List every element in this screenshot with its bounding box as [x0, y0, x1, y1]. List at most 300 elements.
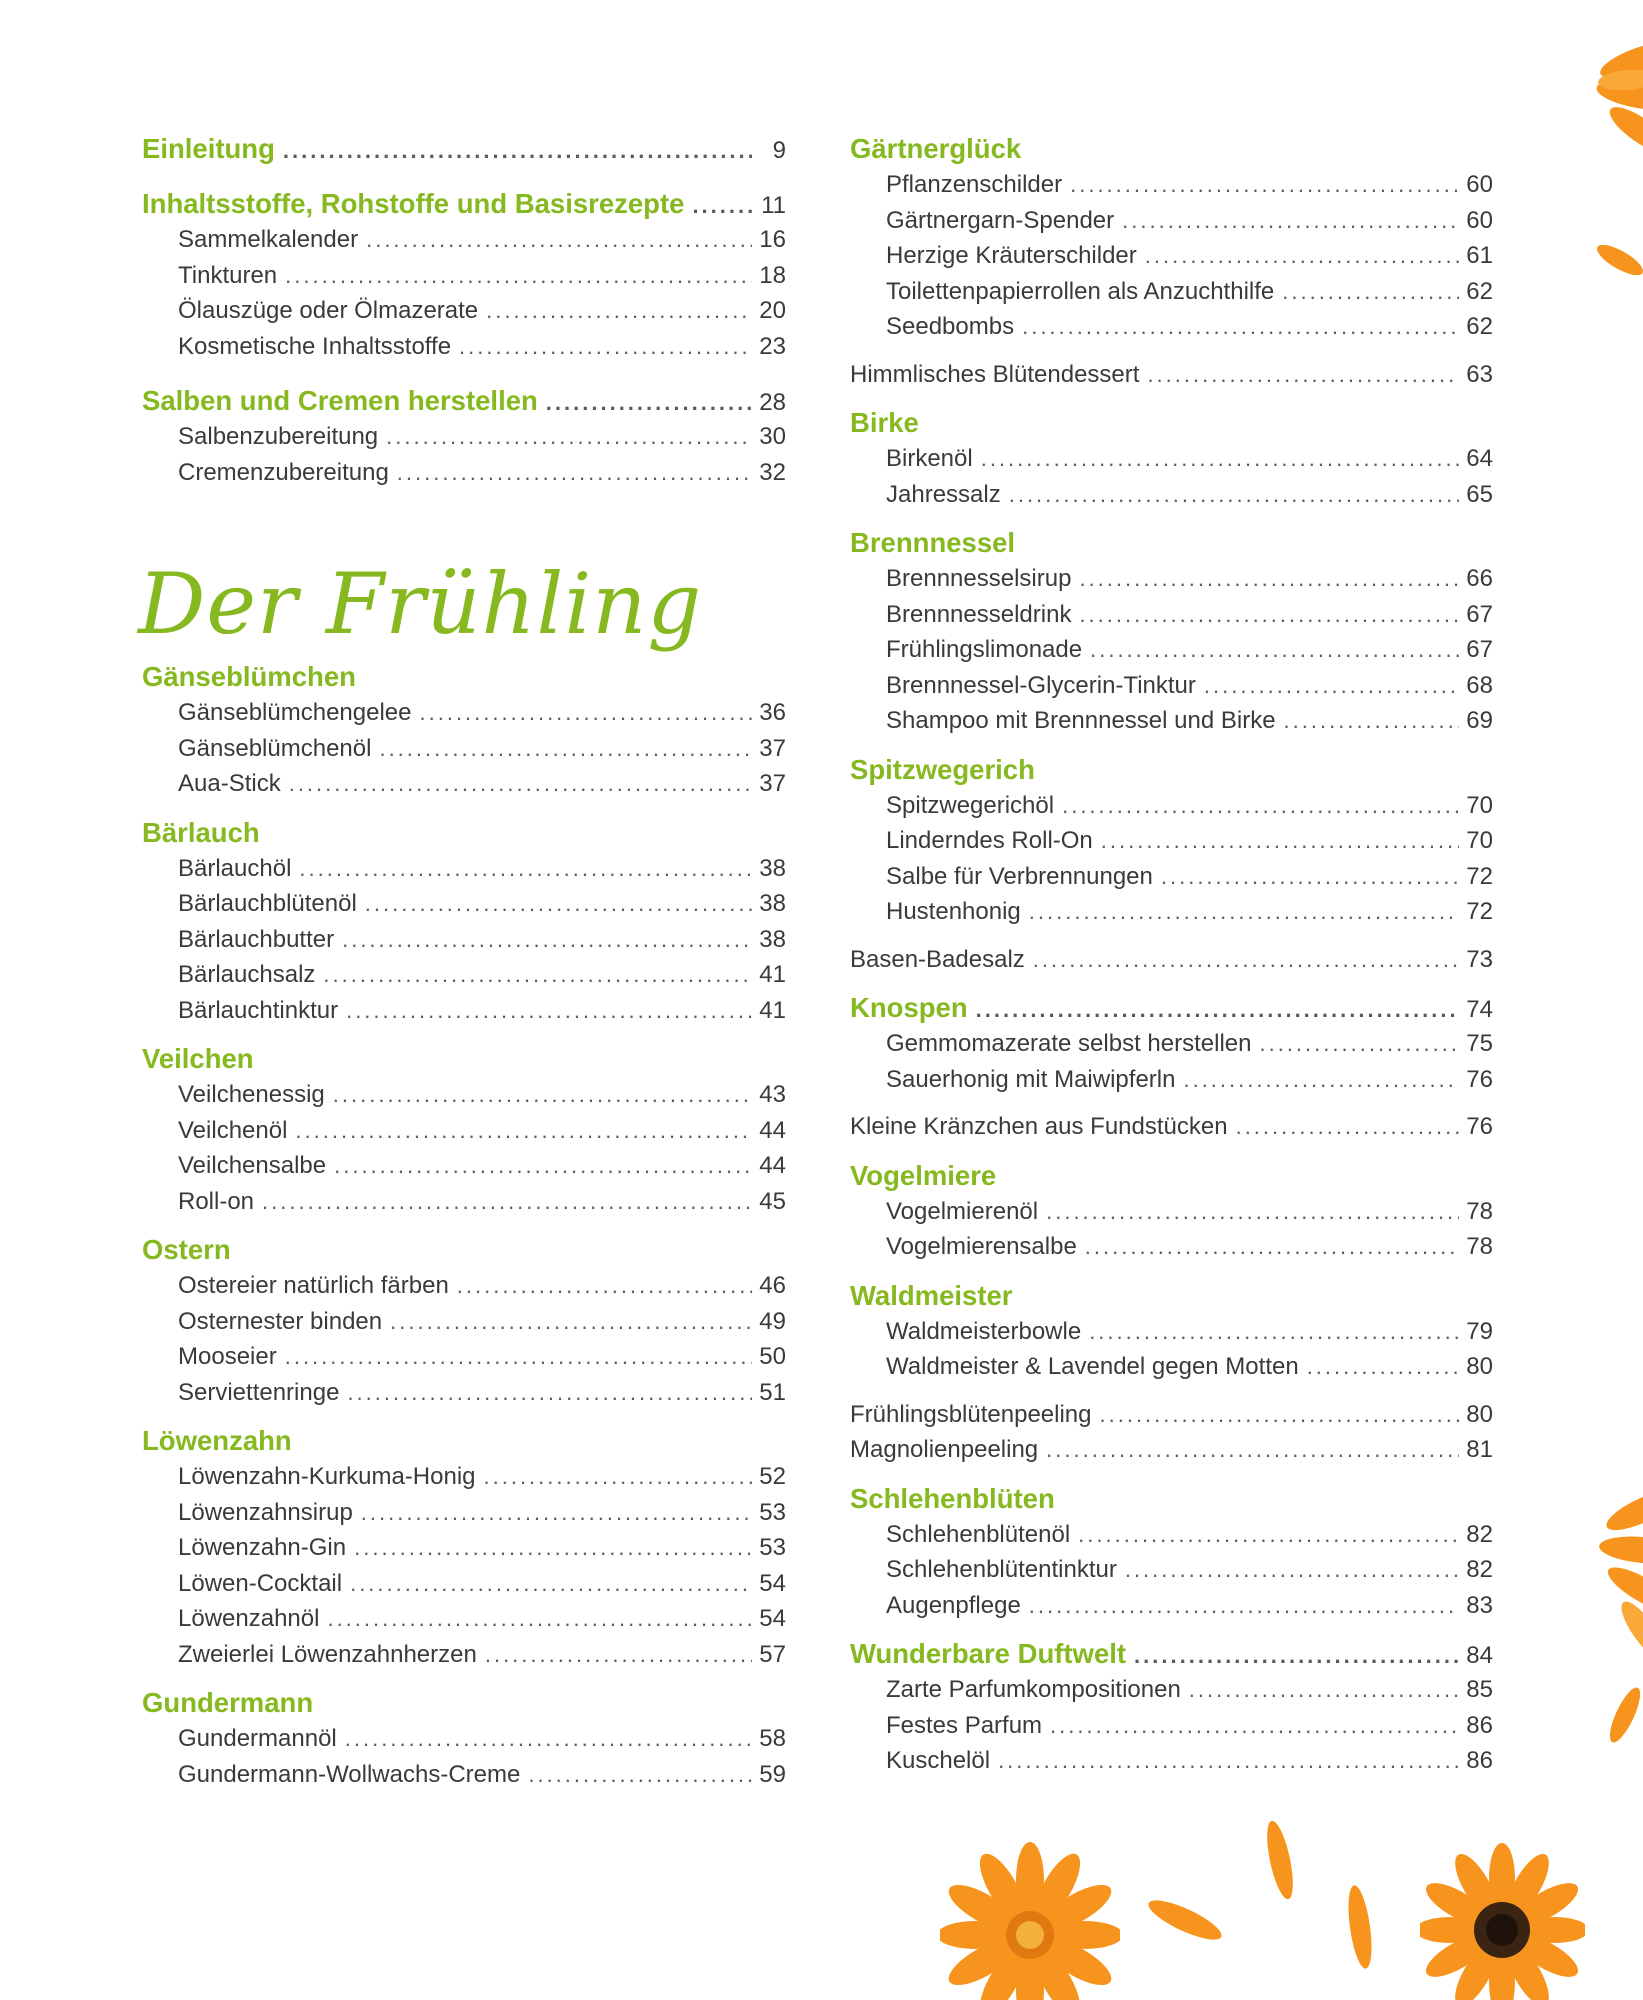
dot-leader — [1204, 668, 1459, 704]
spacer — [850, 930, 1493, 942]
toc-entry-linderndes-roll-on[interactable] — [850, 823, 1493, 859]
dot-leader — [1101, 823, 1459, 859]
dot-leader — [1090, 632, 1459, 668]
toc-entry-ostereier-natuerlich-faerben[interactable] — [142, 1268, 786, 1304]
toc-page-number: 53 — [759, 1498, 786, 1526]
spacer — [850, 739, 1493, 751]
toc-entry-label: Frühlingslimonade — [886, 636, 1083, 663]
spacer — [142, 1219, 786, 1231]
toc-entry-aua-stick[interactable] — [142, 766, 786, 802]
toc-entry-label: Bärlauchbutter — [178, 925, 335, 953]
toc-section-inhaltsstoffe-rohstoffe-und-basisrezepte[interactable] — [142, 185, 786, 222]
dot-leader — [289, 766, 752, 802]
toc-entry-gaertnergarn-spender[interactable] — [850, 203, 1493, 239]
toc-entry-label: Veilchenessig — [178, 1081, 325, 1108]
spacer — [142, 1672, 786, 1684]
toc-entry-label: Kleine Kränzchen aus Fundstücken — [850, 1113, 1228, 1140]
toc-page-number: 51 — [759, 1378, 786, 1406]
toc-entry-label: Vogelmierenöl — [886, 1197, 1039, 1225]
toc-entry-label: Brennnessel — [850, 527, 1016, 558]
toc-page-number: 41 — [759, 996, 786, 1024]
dot-leader — [1145, 238, 1459, 274]
toc-entry-veilchenoel[interactable] — [142, 1113, 786, 1149]
toc-page-number: 11 — [761, 192, 786, 219]
toc-entry-label: Brennnesselsirup — [886, 565, 1072, 592]
toc-entry-fruehlingsbluetenpeeling[interactable] — [850, 1397, 1493, 1433]
toc-entry-gundermannoel[interactable] — [142, 1721, 786, 1757]
dot-leader — [528, 1757, 752, 1793]
toc-entry-label: Vogelmierensalbe — [886, 1233, 1077, 1260]
dot-leader — [485, 1637, 752, 1673]
toc-entry-label: Sauerhonig mit Maiwipferln — [886, 1065, 1176, 1093]
toc-entry-label: Herzige Kräuterschilder — [886, 242, 1137, 269]
toc-entry-shampoo-mit-brennnessel-und-birke[interactable] — [850, 703, 1493, 739]
dot-leader — [1022, 309, 1459, 345]
toc-entry-label: Shampoo mit Brennnessel und Birke — [886, 707, 1276, 734]
toc-entry-label: Löwenzahn-Kurkuma-Honig — [178, 1463, 476, 1490]
dot-leader — [345, 1721, 752, 1757]
toc-entry-label: Kosmetische Inhaltsstoffe — [178, 332, 452, 360]
toc-entry-baerlauchbutter[interactable] — [142, 922, 786, 958]
dot-leader — [1259, 1026, 1459, 1062]
toc-page-number: 36 — [759, 699, 786, 726]
toc-page-number: 58 — [759, 1725, 786, 1752]
toc-entry-basen-badesalz[interactable] — [850, 942, 1493, 978]
toc-entry-label: Löwenzahnsirup — [178, 1498, 353, 1526]
toc-section-knospen[interactable] — [850, 989, 1493, 1026]
toc-entry-himmlisches-bluetendessert[interactable] — [850, 357, 1493, 393]
toc-entry-label: Himmlisches Blütendessert — [850, 360, 1140, 388]
toc-entry-loewen-cocktail[interactable] — [142, 1566, 786, 1602]
toc-page-number: 86 — [1466, 1711, 1493, 1739]
toc-entry-baerlauchbluetenoel[interactable] — [142, 886, 786, 922]
toc-entry-loewenzahnoel[interactable] — [142, 1601, 786, 1637]
toc-entry-kosmetische-inhaltsstoffe[interactable] — [142, 329, 786, 365]
toc-page-number: 46 — [759, 1272, 786, 1299]
toc-section-gundermann[interactable] — [142, 1684, 786, 1721]
toc-entry-label: Salbe für Verbrennungen — [886, 862, 1153, 890]
toc-page-number: 54 — [759, 1605, 786, 1632]
dot-leader — [1079, 597, 1459, 633]
toc-entry-label: Löwen-Cocktail — [178, 1569, 343, 1597]
toc-entry-label: Einleitung — [142, 133, 275, 164]
dot-leader — [342, 922, 752, 958]
dot-leader — [295, 1113, 752, 1149]
toc-entry-label: Jahressalz — [886, 480, 1001, 508]
toc-entry-brennnessel-glycerin-tinktur[interactable] — [850, 668, 1493, 704]
dot-leader — [1070, 167, 1459, 203]
dot-leader — [1236, 1109, 1459, 1145]
spacer — [142, 802, 786, 814]
toc-entry-baerlauchsalz[interactable] — [142, 957, 786, 993]
toc-entry-loewenzahn-kurkuma-honig[interactable] — [142, 1459, 786, 1495]
toc-page-number: 18 — [759, 261, 786, 289]
toc-page-number: 60 — [1466, 171, 1493, 198]
toc-entry-herzige-kraeuterschilder[interactable] — [850, 238, 1493, 274]
toc-entry-kuscheloel[interactable] — [850, 1743, 1493, 1779]
toc-entry-schlehenbluetentinktur[interactable] — [850, 1552, 1493, 1588]
toc-entry-oelauszuege-oder-oelmazerate[interactable] — [142, 293, 786, 329]
toc-section-gaertnerglueck[interactable] — [850, 130, 1493, 167]
toc-page-number: 62 — [1466, 313, 1493, 340]
toc-section-waldmeister[interactable] — [850, 1277, 1493, 1314]
toc-entry-label: Osternester binden — [178, 1307, 383, 1335]
dot-leader — [366, 222, 752, 258]
toc-page-number: 38 — [759, 925, 786, 953]
dot-leader — [546, 384, 752, 421]
dot-leader — [365, 886, 752, 922]
toc-entry-label: Gänseblümchen — [142, 661, 356, 692]
spacer — [850, 512, 1493, 524]
toc-entry-label: Brennnesseldrink — [886, 600, 1072, 628]
dot-leader — [692, 187, 752, 224]
toc-page-number: 65 — [1466, 480, 1493, 508]
dot-leader — [1033, 942, 1459, 978]
toc-page-number: 78 — [1466, 1197, 1493, 1225]
dot-leader — [486, 293, 752, 329]
toc-section-wunderbare-duftwelt[interactable] — [850, 1635, 1493, 1672]
toc-entry-label: Spitzwegerich — [850, 753, 1035, 785]
toc-page-number: 44 — [759, 1152, 786, 1179]
dot-leader — [262, 1184, 752, 1220]
toc-page-number: 52 — [759, 1463, 786, 1490]
toc-entry-label: Veilchensalbe — [178, 1152, 327, 1179]
toc-page-number: 66 — [1466, 565, 1493, 592]
dot-leader — [1009, 477, 1459, 513]
toc-page-number: 63 — [1466, 360, 1493, 388]
toc-entry-label: Cremenzubereitung — [178, 458, 389, 486]
toc-entry-toilettenpapierrollen-als-anzuchthilfe[interactable] — [850, 274, 1493, 310]
toc-entry-sammelkalender[interactable] — [142, 222, 786, 258]
toc-page-number: 78 — [1466, 1233, 1493, 1260]
toc-page-number: 41 — [759, 961, 786, 988]
toc-page-number: 64 — [1466, 445, 1493, 472]
toc-entry-label: Festes Parfum — [886, 1711, 1043, 1739]
toc-entry-zweierlei-loewenzahnherzen[interactable] — [142, 1637, 786, 1673]
toc-page-number: 67 — [1466, 636, 1493, 663]
toc-entry-label: Ostereier natürlich färben — [178, 1272, 449, 1299]
toc-page-number: 74 — [1466, 996, 1493, 1023]
spacer — [850, 1097, 1493, 1109]
spacer — [850, 392, 1493, 404]
toc-entry-label: Roll-on — [178, 1187, 255, 1215]
toc-entry-sauerhonig-mit-maiwipferln[interactable] — [850, 1062, 1493, 1098]
toc-entry-label: Pflanzenschilder — [886, 171, 1063, 198]
toc-page-number: 83 — [1466, 1591, 1493, 1619]
toc-entry-label: Gundermann — [142, 1687, 314, 1718]
toc-page-number: 49 — [759, 1307, 786, 1335]
toc-page-number: 44 — [759, 1116, 786, 1144]
toc-entry-serviettenringe[interactable] — [142, 1375, 786, 1411]
calendula-petal-icon — [1340, 1880, 1380, 1975]
calendula-petal-icon — [1605, 1680, 1643, 1750]
dot-leader — [457, 1268, 752, 1304]
toc-section-ostern[interactable] — [142, 1231, 786, 1268]
spacer — [850, 345, 1493, 357]
spacer — [142, 1410, 786, 1422]
dot-leader — [459, 329, 752, 365]
toc-entry-fruehlingslimonade[interactable] — [850, 632, 1493, 668]
spacer — [850, 977, 1493, 989]
toc-entry-kleine-kraenzchen-aus-fundstuecken[interactable] — [850, 1109, 1493, 1145]
toc-entry-label: Gemmomazerate selbst herstellen — [886, 1030, 1252, 1057]
toc-entry-label: Frühlingsblütenpeeling — [850, 1400, 1092, 1428]
toc-entry-baerlauchoel[interactable] — [142, 851, 786, 887]
dot-leader — [327, 1601, 752, 1637]
dot-leader — [976, 991, 1459, 1028]
toc-page-number: 75 — [1466, 1030, 1493, 1057]
toc-entry-label: Inhaltsstoffe, Rohstoffe und Basisrezepte — [142, 188, 685, 219]
toc-page-number: 57 — [759, 1640, 786, 1668]
toc-entry-label: Wunderbare Duftwelt — [850, 1638, 1127, 1669]
toc-entry-label: Salbenzubereitung — [178, 423, 379, 450]
toc-section-veilchen[interactable] — [142, 1040, 786, 1077]
toc-entry-label: Löwenzahnöl — [178, 1605, 320, 1632]
dot-leader — [1122, 203, 1459, 239]
toc-page-number: 30 — [759, 423, 786, 450]
dot-leader — [347, 1375, 752, 1411]
toc-entry-label: Spitzwegerichöl — [886, 791, 1055, 819]
toc-page-number: 53 — [759, 1534, 786, 1561]
toc-page-number: 16 — [759, 226, 786, 253]
dot-leader — [1050, 1708, 1459, 1744]
toc-entry-label: Gundermannöl — [178, 1725, 337, 1752]
toc-entry-birkenoel[interactable] — [850, 441, 1493, 477]
toc-entry-label: Bärlauchsalz — [178, 961, 316, 988]
dot-leader — [1089, 1314, 1459, 1350]
toc-entry-label: Birke — [850, 407, 919, 438]
toc-entry-label: Seedbombs — [886, 313, 1015, 340]
toc-entry-brennnesselsirup[interactable] — [850, 561, 1493, 597]
toc-section-spitzwegerich[interactable] — [850, 751, 1493, 788]
calendula-petal-icon — [1590, 230, 1643, 290]
toc-page-number: 81 — [1466, 1436, 1493, 1463]
toc-entry-pflanzenschilder[interactable] — [850, 167, 1493, 203]
dot-leader — [1079, 561, 1459, 597]
toc-page-number: 76 — [1466, 1065, 1493, 1093]
dot-leader — [285, 1339, 752, 1375]
toc-section-vogelmiere[interactable] — [850, 1157, 1493, 1194]
toc-entry-label: Gärtnergarn-Spender — [886, 206, 1115, 234]
toc-entry-waldmeister-lavendel-gegen-motten[interactable] — [850, 1349, 1493, 1385]
toc-entry-label: Veilchenöl — [178, 1116, 288, 1144]
toc-entry-label: Gärtnerglück — [850, 133, 1022, 164]
toc-page-number: 61 — [1466, 242, 1493, 269]
toc-entry-gundermann-wollwachs-creme[interactable] — [142, 1757, 786, 1793]
dot-leader — [333, 1077, 752, 1113]
toc-entry-label: Vogelmiere — [850, 1159, 997, 1191]
dot-leader — [1282, 274, 1459, 310]
toc-entry-roll-on[interactable] — [142, 1184, 786, 1220]
toc-entry-label: Birkenöl — [886, 445, 973, 472]
toc-page-number: 62 — [1466, 277, 1493, 305]
toc-entry-festes-parfum[interactable] — [850, 1708, 1493, 1744]
dot-leader — [361, 1495, 752, 1531]
toc-entry-baerlauchtinktur[interactable] — [142, 993, 786, 1029]
toc-entry-loewenzahn-gin[interactable] — [142, 1530, 786, 1566]
calendula-flower-icon — [940, 1835, 1120, 2000]
dot-leader — [1189, 1672, 1459, 1708]
dot-leader — [1046, 1194, 1459, 1230]
toc-page-number: 84 — [1466, 1642, 1493, 1669]
toc-entry-label: Knospen — [850, 992, 968, 1023]
dot-leader — [390, 1304, 752, 1340]
toc-entry-label: Aua-Stick — [178, 770, 281, 797]
toc-entry-waldmeisterbowle[interactable] — [850, 1314, 1493, 1350]
toc-left-column — [138, 130, 786, 1792]
toc-section-gaensebluemchen[interactable] — [142, 658, 786, 695]
dot-leader — [1078, 1517, 1459, 1553]
toc-entry-spitzwegerichoel[interactable] — [850, 788, 1493, 824]
toc-entry-vogelmierensalbe[interactable] — [850, 1229, 1493, 1265]
toc-page-number: 70 — [1466, 791, 1493, 819]
toc-entry-zarte-parfumkompositionen[interactable] — [850, 1672, 1493, 1708]
toc-entry-osternester-binden[interactable] — [142, 1304, 786, 1340]
spacer — [850, 1623, 1493, 1635]
toc-page-number: 86 — [1466, 1747, 1493, 1774]
toc-page-number: 9 — [772, 137, 786, 164]
spacer — [142, 167, 786, 185]
toc-entry-label: Löwenzahn-Gin — [178, 1534, 347, 1561]
spacer — [142, 1028, 786, 1040]
toc-entry-label: Salben und Cremen herstellen — [142, 385, 538, 416]
toc-page-number: 68 — [1466, 671, 1493, 699]
dot-leader — [397, 455, 752, 491]
toc-page-number: 73 — [1466, 945, 1493, 973]
toc-page-number: 60 — [1466, 206, 1493, 234]
toc-section-birke[interactable] — [850, 404, 1493, 441]
dot-leader — [1161, 859, 1459, 895]
dot-leader — [1134, 1637, 1459, 1674]
toc-entry-label: Toilettenpapierrollen als Anzuchthilfe — [886, 277, 1275, 305]
dot-leader — [379, 731, 752, 767]
toc-page-number: 76 — [1466, 1113, 1493, 1140]
toc-page-number: 28 — [759, 389, 786, 416]
toc-entry-magnolienpeeling[interactable] — [850, 1432, 1493, 1468]
season-title: Der Frühling — [138, 555, 703, 653]
toc-entry-label: Bärlauchöl — [178, 854, 292, 882]
toc-page-number: 38 — [759, 890, 786, 917]
toc-entry-salbenzubereitung[interactable] — [142, 419, 786, 455]
toc-page-number: 59 — [759, 1760, 786, 1788]
toc-entry-veilchenessig[interactable] — [142, 1077, 786, 1113]
toc-entry-label: Brennnessel-Glycerin-Tinktur — [886, 671, 1196, 699]
toc-page-number: 37 — [759, 734, 786, 762]
dot-leader — [1307, 1349, 1459, 1385]
dot-leader — [323, 957, 752, 993]
toc-page-number: 85 — [1466, 1676, 1493, 1703]
toc-entry-salbe-fuer-verbrennungen[interactable] — [850, 859, 1493, 895]
toc-section-einleitung[interactable] — [142, 130, 786, 167]
spacer — [850, 1468, 1493, 1480]
toc-page-number: 32 — [759, 458, 786, 486]
toc-entry-tinkturen[interactable] — [142, 258, 786, 294]
toc-entry-label: Tinkturen — [178, 261, 278, 289]
toc-page-number: 38 — [759, 854, 786, 882]
toc-entry-label: Gänseblümchengelee — [178, 699, 412, 726]
toc-page-number: 43 — [759, 1081, 786, 1108]
toc-entry-label: Zweierlei Löwenzahnherzen — [178, 1640, 477, 1668]
calendula-flower-icon — [1585, 1470, 1643, 1670]
toc-entry-label: Serviettenringe — [178, 1378, 340, 1406]
toc-page-number: 37 — [759, 770, 786, 797]
toc-entry-label: Waldmeisterbowle — [886, 1317, 1082, 1345]
toc-entry-label: Magnolienpeeling — [850, 1436, 1039, 1463]
toc-entry-veilchensalbe[interactable] — [142, 1148, 786, 1184]
toc-entry-label: Ölauszüge oder Ölmazerate — [178, 297, 479, 324]
toc-entry-label: Löwenzahn — [142, 1425, 292, 1456]
toc-entry-label: Schlehenblüten — [850, 1482, 1055, 1514]
toc-page-number: 70 — [1466, 827, 1493, 854]
toc-page-number: 79 — [1466, 1317, 1493, 1345]
toc-entry-gaensebluemchengelee[interactable] — [142, 695, 786, 731]
toc-entry-label: Gänseblümchenöl — [178, 734, 372, 762]
toc-page-number: 67 — [1466, 600, 1493, 628]
toc-entry-seedbombs[interactable] — [850, 309, 1493, 345]
toc-page-number: 72 — [1466, 862, 1493, 890]
toc-entry-label: Zarte Parfumkompositionen — [886, 1676, 1181, 1703]
toc-entry-label: Gundermann-Wollwachs-Creme — [178, 1760, 521, 1788]
toc-page-number: 50 — [759, 1343, 786, 1370]
calendula-flower-icon — [1568, 20, 1643, 170]
dot-leader — [1029, 1588, 1459, 1624]
toc-right-column — [850, 130, 1493, 1779]
toc-entry-label: Bärlauchblütenöl — [178, 890, 357, 917]
toc-page-number: 80 — [1466, 1400, 1493, 1428]
dot-leader — [285, 258, 752, 294]
toc-entry-vogelmierenoel[interactable] — [850, 1194, 1493, 1230]
calendula-flower-icon — [1420, 1835, 1585, 2000]
dot-leader — [420, 695, 753, 731]
toc-entry-loewenzahnsirup[interactable] — [142, 1495, 786, 1531]
dot-leader — [1100, 1397, 1460, 1433]
toc-section-schlehenblueten[interactable] — [850, 1480, 1493, 1517]
dot-leader — [1125, 1552, 1459, 1588]
dot-leader — [283, 132, 752, 169]
toc-entry-mooseier[interactable] — [142, 1339, 786, 1375]
toc-section-baerlauch[interactable] — [142, 814, 786, 851]
toc-entry-jahressalz[interactable] — [850, 477, 1493, 513]
toc-entry-gaensebluemchenoel[interactable] — [142, 731, 786, 767]
toc-entry-hustenhonig[interactable] — [850, 894, 1493, 930]
spacer — [850, 1265, 1493, 1277]
toc-page-number: 80 — [1466, 1353, 1493, 1380]
toc-entry-label: Schlehenblütentinktur — [886, 1556, 1117, 1583]
dot-leader — [386, 419, 752, 455]
toc-entry-label: Bärlauchtinktur — [178, 996, 339, 1024]
dot-leader — [1147, 357, 1459, 393]
dot-leader — [350, 1566, 752, 1602]
toc-section-brennnessel[interactable] — [850, 524, 1493, 561]
toc-entry-label: Sammelkalender — [178, 226, 359, 253]
toc-entry-cremenzubereitung[interactable] — [142, 455, 786, 491]
spacer — [142, 364, 786, 382]
toc-entry-schlehenbluetenoel[interactable] — [850, 1517, 1493, 1553]
toc-entry-gemmomazerate-selbst-herstellen[interactable] — [850, 1026, 1493, 1062]
toc-entry-brennnesseldrink[interactable] — [850, 597, 1493, 633]
calendula-petal-icon — [1140, 1895, 1230, 1945]
spacer — [850, 1145, 1493, 1157]
toc-entry-augenpflege[interactable] — [850, 1588, 1493, 1624]
dot-leader — [1062, 788, 1459, 824]
toc-section-salben-und-cremen-herstellen[interactable] — [142, 382, 786, 419]
dot-leader — [1046, 1432, 1459, 1468]
toc-entry-label: Hustenhonig — [886, 898, 1021, 925]
calendula-petal-icon — [1260, 1815, 1300, 1905]
toc-entry-label: Linderndes Roll-On — [886, 827, 1093, 854]
spacer — [850, 1385, 1493, 1397]
toc-section-loewenzahn[interactable] — [142, 1422, 786, 1459]
